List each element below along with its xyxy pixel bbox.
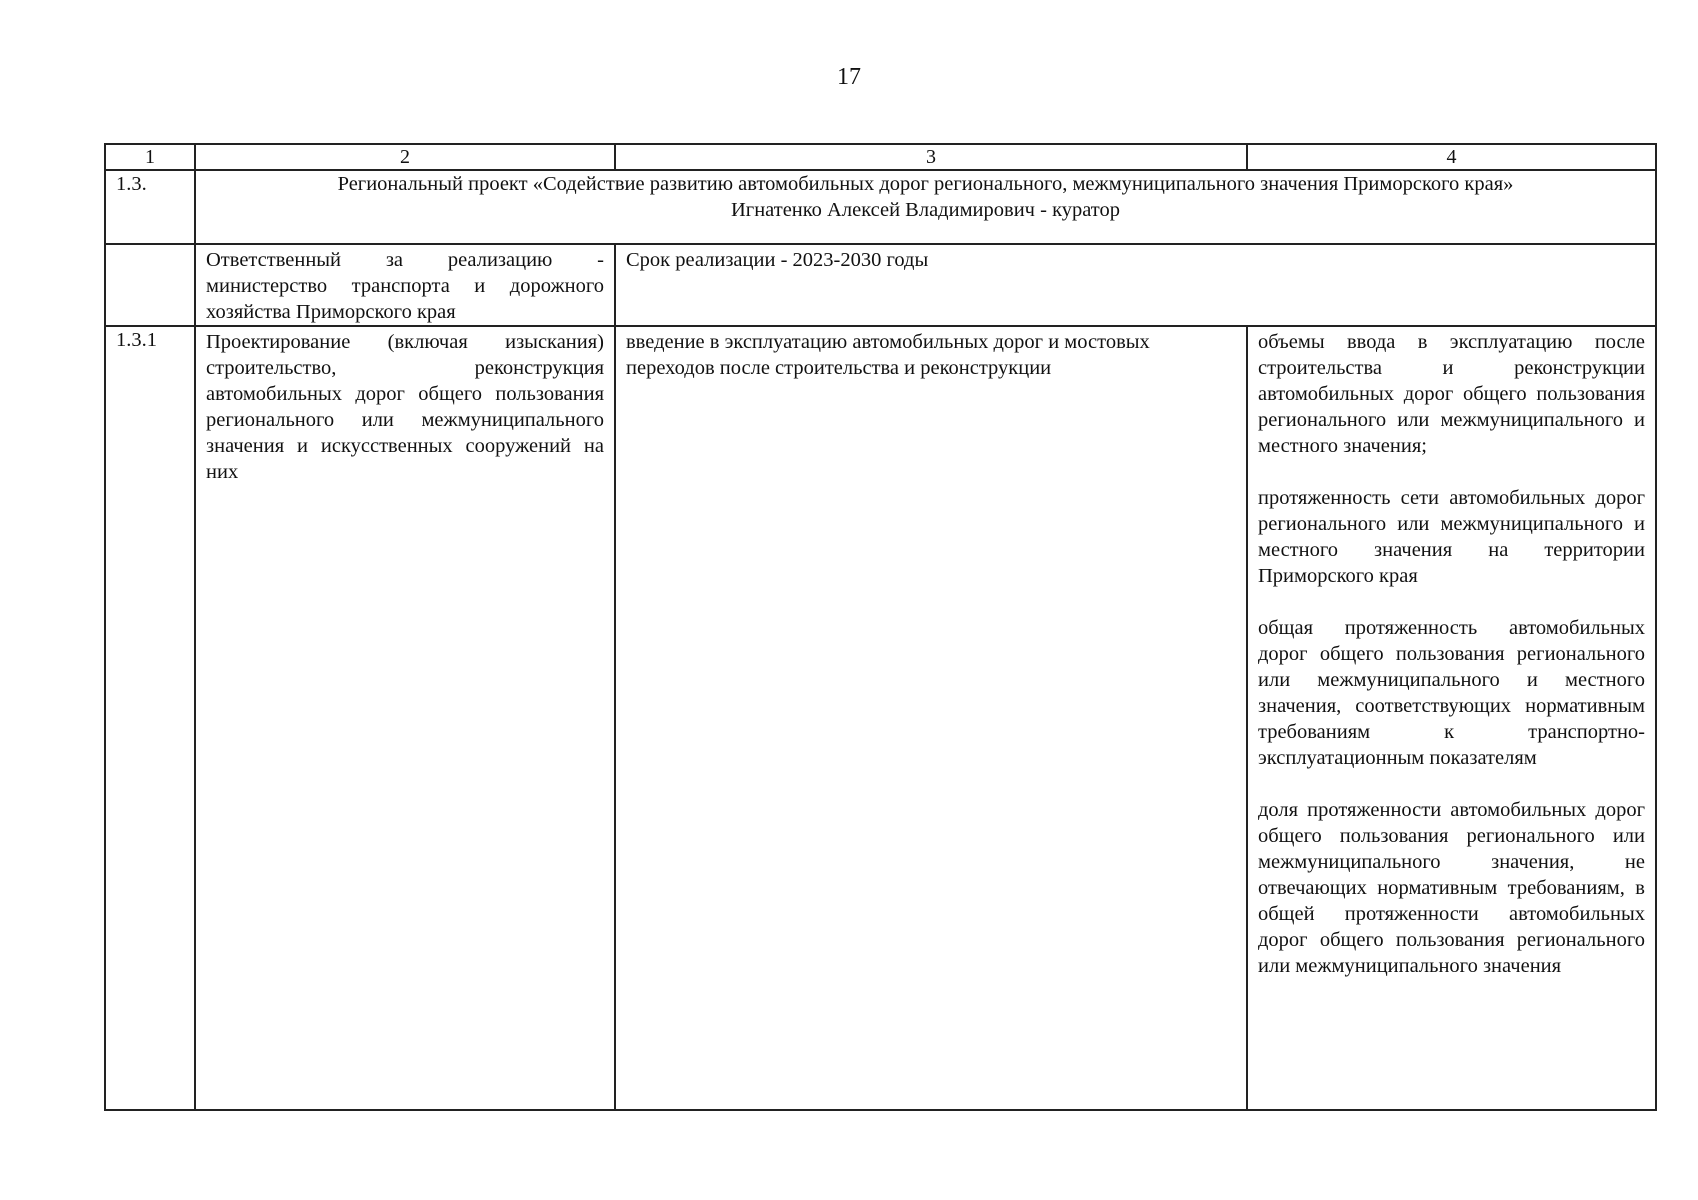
table-row	[105, 326, 1656, 1110]
indicator-item: доля протяженности автомобильных дорог общего пользования регионального или межмуниципального значения, не отвечающих нормативным требованиям, в общей протяженности автомобильных дорог общего пользования регионального или межмуниципального значения	[1258, 799, 1645, 977]
column-number-2: 2	[195, 144, 615, 170]
page-number: 17	[837, 64, 861, 90]
indicator-item: протяженность сети автомобильных дорог регионального или межмуниципального и местного значения на территории Приморского края	[1258, 487, 1645, 587]
task-description: Проектирование (включая изыскания) строительство, реконструкция автомобильных дорог общего пользования регионального или межмуниципального значения и искусственных сооружений на них	[195, 326, 615, 1110]
project-index: 1.3.	[105, 170, 195, 244]
responsible-label: Ответственный за реализацию - министерство транспорта и дорожного хозяйства Приморского края	[195, 244, 615, 326]
project-title-cell	[195, 170, 1656, 244]
project-title: Региональный проект «Содействие развитию автомобильных дорог регионального, межмуниципального значения Приморского края»	[337, 173, 1514, 195]
project-curator: Игнатенко Алексей Владимирович - куратор	[730, 199, 1120, 221]
column-number-1: 1	[105, 144, 195, 170]
indicator-item: объемы ввода в эксплуатацию после строительства и реконструкции автомобильных дорог общего пользования регионального или межмуниципального и местного значения;	[1258, 331, 1645, 457]
indicator-item: общая протяженность автомобильных дорог общего пользования регионального или межмуниципального и местного значения, соответствующих нормативным требованиям к транспортно-эксплуатационным показателям	[1258, 617, 1645, 769]
project-row	[105, 170, 1656, 244]
column-number-row	[105, 144, 1656, 170]
column-number-4: 4	[1247, 144, 1656, 170]
implementation-term: Срок реализации - 2023-2030 годы	[615, 244, 1656, 326]
row-index: 1.3.1	[105, 326, 195, 1110]
responsible-row	[105, 244, 1656, 326]
indicators-cell	[1247, 326, 1656, 1110]
responsible-index-empty	[105, 244, 195, 326]
expected-effect: введение в эксплуатацию автомобильных дорог и мостовых переходов после строительства и реконструкции	[615, 326, 1247, 1110]
program-table	[104, 143, 1657, 1111]
column-number-3: 3	[615, 144, 1247, 170]
